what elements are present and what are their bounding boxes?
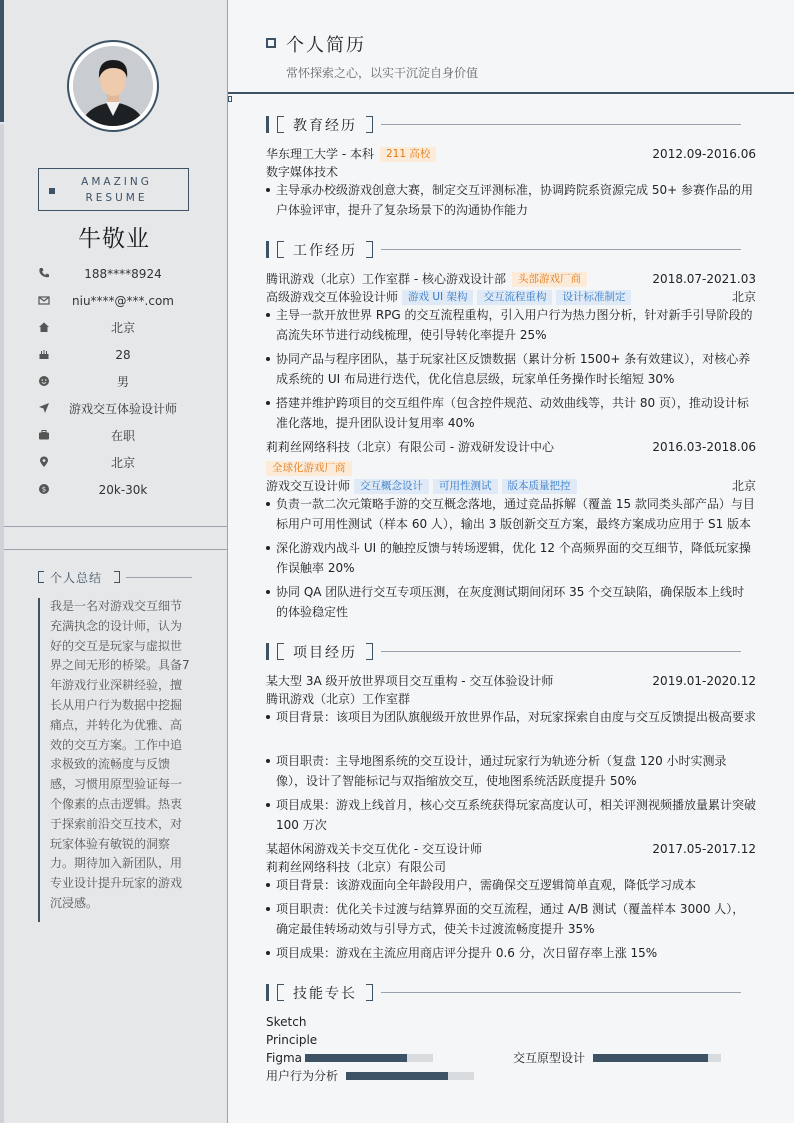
work-1-tag-2: 交互流程重构	[477, 290, 552, 305]
home-text: 北京	[110, 321, 135, 335]
summary-heading	[38, 569, 218, 585]
skill-analysis-label: 用户行为分析	[266, 1069, 339, 1083]
info-email	[0, 293, 228, 309]
sidebar-accent-edge	[0, 0, 4, 122]
project-2-date: 2017.05-2017.12	[652, 842, 756, 856]
summary-title: 个人总结	[50, 571, 103, 585]
skill-prototype-bar	[593, 1054, 721, 1062]
work-1-bullet-3: 搭建并维护跨项目的交互组件库（包含控件规范、动效曲线等，共计 80 页），推动设计标准化落地，提升团队设计复用率 40%	[266, 394, 756, 433]
svg-text:$: $	[41, 485, 47, 494]
skill-figma-label: Figma	[266, 1051, 303, 1065]
header-marker	[228, 96, 232, 102]
section-projects	[266, 643, 756, 661]
section-line	[381, 249, 741, 250]
info-home	[0, 320, 228, 336]
gender-text: 男	[116, 375, 129, 389]
summary-text: 我是一名对游戏交互细节充满执念的设计师，认为好的交互是玩家与虚拟世界之间无形的桥梁。具备7 年游戏行业深耕经验，擅长从用户行为数据中挖掘痛点，并转化为优雅、高效的交互方案。工作中追求极致的流畅度与反馈感，习惯用原型验证每一个像素的点击逻辑。热衷于探索前沿交互技术，对玩家体验有敏锐的洞察力。期待加入新团队，用专业设计提升玩家的游戏沉浸感。	[50, 599, 190, 910]
info-phone	[0, 266, 228, 282]
summary-heading-line	[126, 577, 192, 578]
education-date: 2012.09-2016.06	[652, 147, 756, 161]
bracket-left-icon	[38, 571, 44, 583]
age-text: 28	[115, 348, 131, 362]
badge-square-icon	[49, 188, 55, 194]
main-content	[228, 0, 794, 1123]
work-2-role-row	[266, 477, 756, 495]
project-1-org-row	[266, 690, 756, 708]
bracket-right-icon	[366, 241, 373, 258]
education-school-row	[266, 145, 756, 163]
info-gender	[0, 374, 228, 390]
project-1-bullet-3: 项目成果：游戏上线首月，核心交互系统获得玩家高度认可，相关评测视频播放量累计突破 100 万次	[266, 796, 756, 835]
info-position	[0, 401, 228, 417]
work-1-bullet-1: 主导一款开放世界 RPG 的交互流程重构，引入用户行为热力图分析，针对新手引导阶段的高流失环节进行动线梳理，使引导转化率提升 25%	[266, 306, 756, 345]
education-major: 数字媒体技术	[266, 165, 339, 179]
bracket-left-icon	[277, 241, 284, 258]
work-2-city: 北京	[731, 479, 756, 493]
project-1-org: 腾讯游戏（北京）工作室群	[266, 692, 411, 706]
work-1-date: 2018.07-2021.03	[652, 272, 756, 286]
section-work	[266, 241, 756, 259]
info-salary	[0, 482, 228, 498]
location-text: 北京	[110, 456, 135, 470]
project-2-bullet-2: 项目职责：优化关卡过渡与结算界面的交互流程，通过 A/B 测试（覆盖样本 3000 人），确定最佳转场动效与引导方式，使关卡过渡流畅度提升 35%	[266, 900, 756, 939]
work-1-tag-3: 设计标准制定	[556, 290, 631, 305]
bracket-right-icon	[366, 116, 373, 133]
work-1-company-tag: 头部游戏厂商	[512, 272, 587, 287]
candidate-name: 牛敬业	[78, 226, 150, 252]
work-2-date: 2016.03-2018.06	[652, 440, 756, 454]
work-2-bullet-1: 负责一款二次元策略手游的交互概念落地，通过竞品拆解（覆盖 15 款同类头部产品）与目标用户可用性测试（样本 60 人），输出 3 版创新交互方案，最终方案成功应用于 S1 版本	[266, 495, 756, 534]
section-title-skills: 技能专长	[293, 986, 357, 1002]
amazing-resume-badge	[38, 168, 189, 211]
section-bar	[266, 643, 269, 660]
work-1-role-row	[266, 288, 756, 306]
project-2-bullet-1: 项目背景：该游戏面向全年龄段用户，需确保交互逻辑简单直观，降低学习成本	[266, 876, 756, 896]
skill-figma-bar	[305, 1054, 433, 1062]
project-1-bullet-1: 项目背景：该项目为团队旗舰级开放世界作品，对玩家探索自由度与交互反馈提出极高要求	[266, 708, 756, 728]
section-line	[381, 124, 741, 125]
work-2-bullet-2: 深化游戏内战斗 UI 的触控反馈与转场逻辑，优化 12 个高频界面的交互细节，降低玩家操作误触率 20%	[266, 539, 756, 578]
work-2-tag-2: 可用性测试	[433, 479, 498, 494]
work-1-tag-1: 游戏 UI 架构	[402, 290, 473, 305]
section-bar	[266, 241, 269, 258]
page-subtitle: 常怀探索之心，以实干沉淀自身价值	[286, 66, 479, 80]
work-1-bullet-2: 协同产品与程序团队，基于玩家社区反馈数据（累计分析 1500+ 条有效建议），对核心养成系统的 UI 布局进行迭代，优化信息层级，玩家单任务操作时长缩短 30%	[266, 350, 756, 389]
bracket-right-icon	[114, 571, 120, 583]
work-2-tag-row	[266, 459, 756, 477]
page-title: 个人简历	[286, 35, 366, 56]
sidebar	[0, 0, 228, 1123]
section-skills	[266, 984, 756, 1002]
work-2-tag-1: 交互概念设计	[354, 479, 429, 494]
info-location	[0, 455, 228, 471]
project-2-title-row	[266, 840, 756, 858]
skill-prototype-fill	[593, 1054, 708, 1062]
summary-accent-bar	[38, 598, 40, 922]
project-2-org: 莉莉丝网络科技（北京）有限公司	[266, 860, 447, 874]
title-square-icon	[266, 38, 276, 48]
position-text: 游戏交互体验设计师	[68, 402, 177, 416]
section-title-education: 教育经历	[293, 118, 357, 134]
skill-sketch: Sketch	[266, 1015, 307, 1029]
sidebar-divider-top	[4, 526, 227, 527]
project-2-title: 某超休闲游戏关卡交互优化 - 交互设计师	[266, 842, 482, 856]
skill-analysis-fill	[346, 1072, 448, 1080]
work-2-company: 莉莉丝网络科技（北京）有限公司 - 游戏研发设计中心	[266, 440, 554, 454]
salary-text: 20k-30k	[98, 483, 148, 497]
status-text: 在职	[110, 429, 135, 443]
work-2-company-row	[266, 438, 756, 456]
work-2-role: 游戏交互设计师	[266, 479, 351, 493]
work-2-tag-3: 版本质量把控	[502, 479, 577, 494]
page-header	[228, 0, 794, 94]
work-1-role: 高级游戏交互体验设计师	[266, 290, 399, 304]
project-1-date: 2019.01-2020.12	[652, 674, 756, 688]
section-title-work: 工作经历	[293, 243, 357, 259]
skill-figma-fill	[305, 1054, 407, 1062]
section-education	[266, 116, 756, 134]
work-2-bullet-3: 协同 QA 团队进行交互专项压测，在灰度测试期间闭环 35 个交互缺陷，确保版本上线时的体验稳定性	[266, 583, 756, 622]
sidebar-divider-bottom	[4, 549, 227, 550]
work-1-city: 北京	[731, 290, 756, 304]
section-bar	[266, 116, 269, 133]
badge-line-1: AMAZING	[81, 176, 152, 188]
skill-principle: Principle	[266, 1033, 318, 1047]
info-age	[0, 347, 228, 363]
info-status	[0, 428, 228, 444]
avatar	[73, 46, 153, 126]
section-line	[381, 992, 741, 993]
education-major-row	[266, 163, 756, 181]
badge-line-2: RESUME	[85, 192, 148, 204]
work-2-company-tag: 全球化游戏厂商	[266, 461, 352, 476]
project-2-org-row	[266, 858, 756, 876]
avatar-frame	[67, 40, 159, 132]
work-1-company: 腾讯游戏（北京）工作室群 - 核心游戏设计部	[266, 272, 506, 286]
phone-text: 188****8924	[84, 267, 162, 281]
work-1-company-row	[266, 270, 756, 288]
bracket-left-icon	[277, 116, 284, 133]
education-tag: 211 高校	[380, 147, 436, 162]
education-bullet: 主导承办校级游戏创意大赛，制定交互评测标准，协调跨院系资源完成 50+ 参赛作品的用户体验评审，提升了复杂场景下的沟通协作能力	[266, 181, 756, 220]
section-title-projects: 项目经历	[293, 645, 357, 661]
project-1-title-row	[266, 672, 756, 690]
project-1-bullet-2: 项目职责：主导地图系统的交互设计，通过玩家行为轨迹分析（复盘 120 小时实测录像），设计了智能标记与双指缩放交互，使地图系统活跃度提升 50%	[266, 752, 756, 791]
project-1-title: 某大型 3A 级开放世界项目交互重构 - 交互体验设计师	[266, 674, 554, 688]
project-2-bullet-3: 项目成果：游戏在主流应用商店评分提升 0.6 分，次日留存率上涨 15%	[266, 944, 756, 964]
bracket-right-icon	[366, 643, 373, 660]
skill-analysis-bar	[346, 1072, 474, 1080]
bracket-left-icon	[277, 984, 284, 1001]
section-bar	[266, 984, 269, 1001]
bracket-right-icon	[366, 984, 373, 1001]
section-line	[381, 651, 741, 652]
skill-prototype-label: 交互原型设计	[513, 1051, 586, 1065]
email-text: niu****@***.com	[72, 294, 174, 308]
education-school: 华东理工大学 - 本科	[266, 147, 374, 161]
bracket-left-icon	[277, 643, 284, 660]
